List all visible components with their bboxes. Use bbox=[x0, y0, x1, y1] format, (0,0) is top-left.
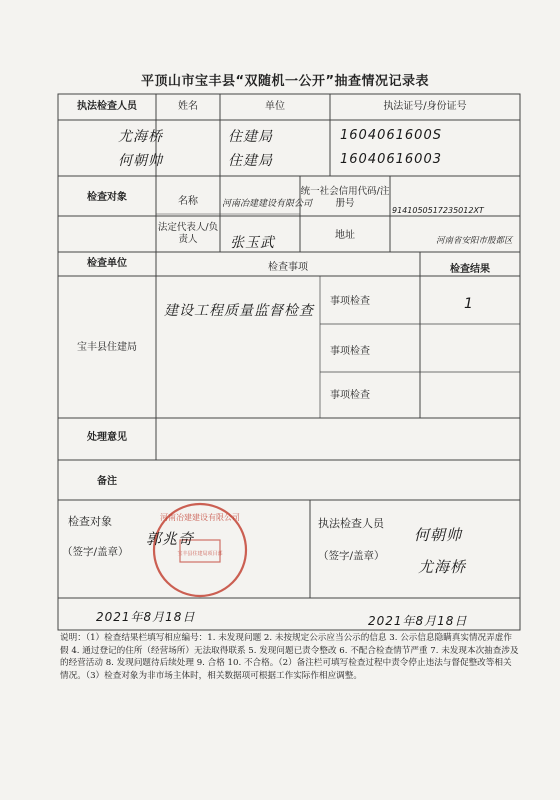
inspection-item-1: 事项检查 bbox=[330, 296, 370, 307]
address-label: 地址 bbox=[335, 230, 355, 241]
inspection-unit-label: 检查单位 bbox=[87, 258, 127, 269]
target-label: 检查对象 bbox=[87, 192, 127, 203]
legal-rep-label: 法定代表人/负责人 bbox=[157, 222, 219, 245]
col-unit-header: 单位 bbox=[265, 101, 285, 112]
target-sign-label: 检查对象 bbox=[68, 515, 112, 528]
remarks-label: 备注 bbox=[97, 476, 117, 487]
left-date: 2021年8月18日 bbox=[96, 610, 196, 624]
address-value: 河南省安阳市殷都区 bbox=[436, 236, 513, 246]
inspection-result-label: 检查结果 bbox=[450, 264, 490, 275]
inspector-signature-1: 何朝帅 bbox=[414, 526, 463, 544]
company-seal bbox=[150, 500, 250, 600]
opinion-label: 处理意见 bbox=[87, 432, 127, 443]
inspector-signature-2: 尤海桥 bbox=[418, 558, 467, 576]
inspection-items-label: 检查事项 bbox=[268, 262, 308, 273]
inspection-item-handwritten: 建设工程质量监督检查 bbox=[164, 303, 314, 319]
legal-rep-value: 张玉武 bbox=[230, 235, 275, 251]
seal-text: 河南冶建建设有限公司 bbox=[160, 513, 240, 522]
inspection-item-3: 事项检查 bbox=[330, 390, 370, 401]
inspection-result-1: 1 bbox=[464, 296, 474, 312]
col-cert-header: 执法证号/身份证号 bbox=[383, 101, 467, 112]
credit-code-value: 9141050517235012XT bbox=[392, 206, 484, 215]
credit-code-label: 统一社会信用代码/注册号 bbox=[300, 186, 390, 209]
target-signature: 郭兆奇 bbox=[146, 530, 195, 548]
form-notes: 说明：（1）检查结果栏填写相应编号：1. 未发现问题 2. 未按规定公示应当公示的信息 3. 公示信息隐瞒真实情况弄虚作假 4. 通过登记的住所（经营场所）无法取得联系 5. 发现问题已责令整改 6. 不配合检查情节严重 7. 未发现本次抽查涉及的经营活动 8. 发现问题待后续处理 9. 合格 10. 不合格。（2）备注栏可填写检查过程中责令停止违法与督促整改等相关情况。（3）检查对象为非市场主体时，相关数据项可根据工作实际作相应调整。 bbox=[60, 633, 519, 681]
target-sign-hint: （签字/盖章） bbox=[62, 546, 129, 558]
inspectors-label: 执法检查人员 bbox=[77, 101, 137, 112]
inspection-item-2: 事项检查 bbox=[330, 346, 370, 357]
inspector-sign-hint: （签字/盖章） bbox=[318, 550, 385, 562]
inspector-2-unit: 住建局 bbox=[228, 153, 273, 169]
col-name-header: 姓名 bbox=[178, 101, 198, 112]
inspector-1-name: 尤海桥 bbox=[118, 129, 163, 145]
inspection-unit-value: 宝丰县住建局 bbox=[77, 342, 137, 353]
inspector-1-unit: 住建局 bbox=[228, 129, 273, 145]
inspector-sign-label: 执法检查人员 bbox=[318, 517, 384, 530]
target-name-value: 河南冶建建设有限公司 bbox=[222, 199, 313, 209]
inspector-2-name: 何朝帅 bbox=[118, 153, 163, 169]
seal-text-inner: 宝丰县住建局项目部 bbox=[177, 551, 223, 557]
form-title: 平顶山市宝丰县“双随机一公开”抽查情况记录表 bbox=[140, 74, 430, 89]
inspector-1-cert: 1604061600S bbox=[340, 128, 442, 143]
inspector-2-cert: 16040616003 bbox=[340, 152, 442, 167]
right-date: 2021年8月18日 bbox=[368, 614, 468, 628]
target-name-label: 名称 bbox=[178, 196, 198, 207]
